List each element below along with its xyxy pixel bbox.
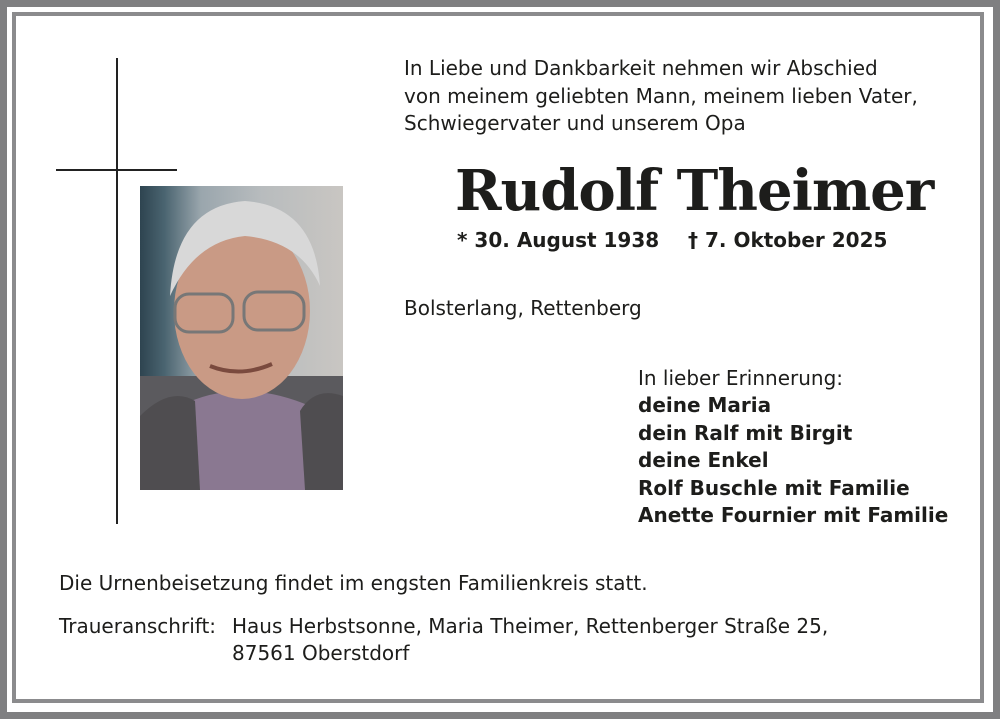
intro-line: In Liebe und Dankbarkeit nehmen wir Abschied — [404, 56, 878, 80]
intro-line: von meinem geliebten Mann, meinem lieben Vater, — [404, 83, 918, 108]
mourner: deine Enkel — [638, 448, 769, 472]
mourner: Anette Fournier mit Familie — [638, 503, 949, 527]
portrait-photo — [140, 186, 343, 490]
deceased-name: Rudolf Theimer — [455, 158, 934, 224]
memory-heading: In lieber Erinnerung: — [638, 366, 844, 390]
place: Bolsterlang, Rettenberg — [404, 296, 642, 320]
birth-date: * 30. August 1938 — [457, 228, 660, 252]
death-date: † 7. Oktober 2025 — [688, 228, 888, 252]
intro-line: Schwiegervater und unserem Opa — [404, 111, 746, 135]
funeral-note: Die Urnenbeisetzung findet im engsten Familienkreis statt. — [59, 571, 648, 595]
cross-icon-vertical — [116, 58, 118, 524]
mourner: Rolf Buschle mit Familie — [638, 475, 910, 500]
address-line: 87561 Oberstdorf — [232, 641, 410, 665]
address-line: Haus Herbstsonne, Maria Theimer, Rettenberger Straße 25, — [232, 614, 829, 638]
address-label: Traueranschrift: — [59, 614, 217, 638]
mourner: dein Ralf mit Birgit — [638, 420, 853, 445]
cross-icon-horizontal — [56, 169, 177, 171]
mourner: deine Maria — [638, 393, 772, 417]
